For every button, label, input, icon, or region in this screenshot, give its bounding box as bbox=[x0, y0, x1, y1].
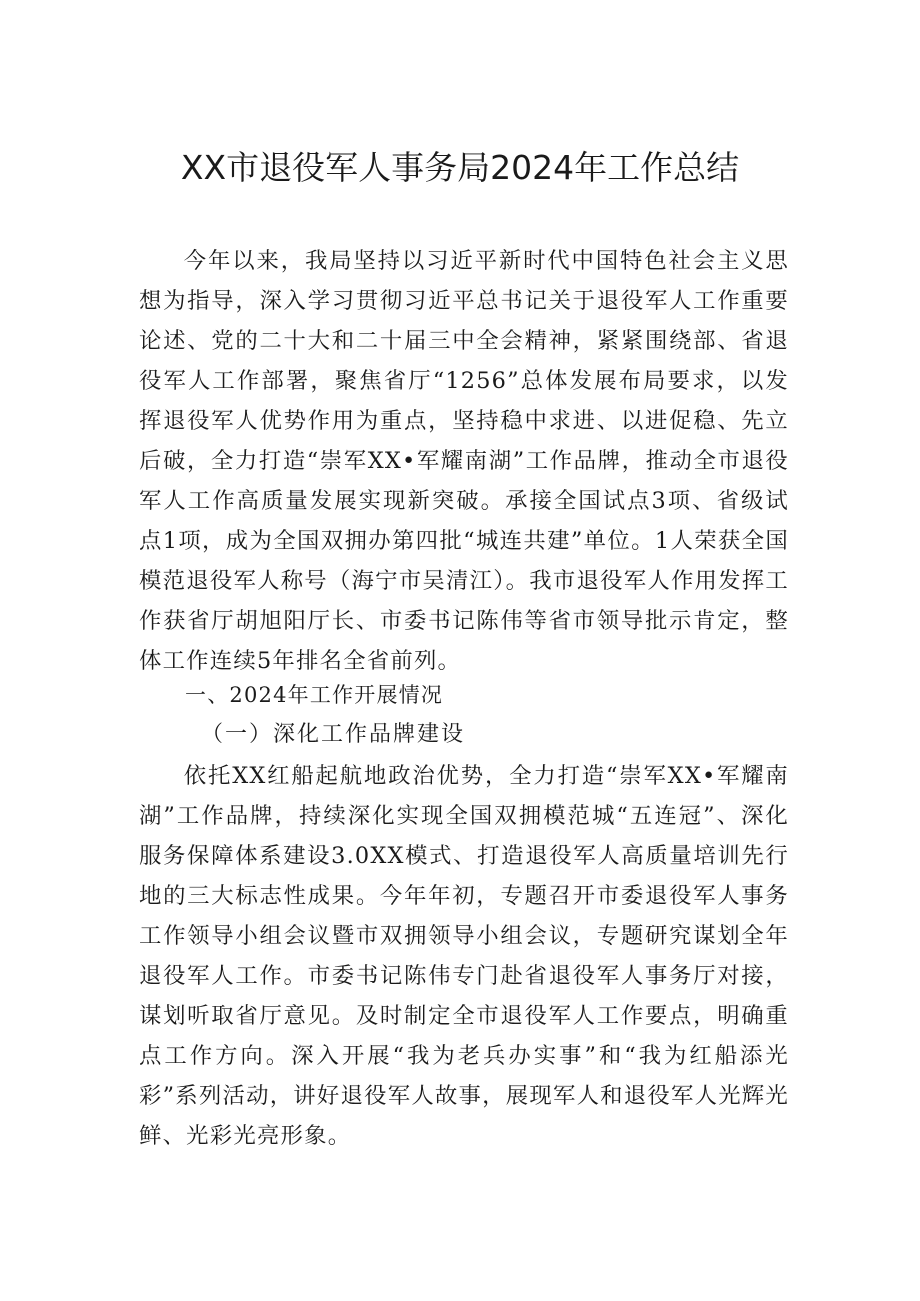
subsection-heading: （一）深化工作品牌建设 bbox=[201, 722, 466, 747]
intro-paragraph: 今年以来，我局坚持以习近平新时代中国特色社会主义思想为指导，深入学习贯彻习近平总书记关于退役军人工作重要论述、党的二十大和二十届三中全会精神，紧紧围绕部、省退役军人工作部署，聚焦省厅“1256”总体发展布局要求，以发挥退役军人优势作用为重点，坚持稳中求进、以进促稳、先立后破，全力打造“崇军XX•军耀南湖”工作品牌，推动全市退役军人工作高质量发展实现新突破。承接全国试点3项、省级试点1项，成为全国双拥办第四批“城连共建”单位。1人荣获全国模范退役军人称号（海宁市吴清江）。我市退役军人作用发挥工作获省厅胡旭阳厅长、市委书记陈伟等省市领导批示肯定，整体工作连续5年排名全省前列。 bbox=[139, 248, 789, 674]
brand-building-paragraph: 依托XX红船起航地政治优势，全力打造“崇军XX•军耀南湖”工作品牌，持续深化实现全国双拥模范城“五连冠”、深化服务保障体系建设3.0XX模式、打造退役军人高质量培训先行地的三大标志性成果。今年年初，专题召开市委退役军人事务工作领导小组会议暨市双拥领导小组会议，专题研究谋划全年退役军人工作。市委书记陈伟专门赴省退役军人事务厅对接，谋划听取省厅意见。及时制定全市退役军人工作要点，明确重点工作方向。深入开展“我为老兵办实事”和“我为红船添光彩”系列活动，讲好退役军人故事，展现军人和退役军人光辉光鲜、光彩光亮形象。 bbox=[139, 763, 789, 1149]
document-title: XX市退役军人事务局2024年工作总结 bbox=[180, 148, 740, 187]
section-heading: 一、2024年工作开展情况 bbox=[185, 683, 444, 707]
